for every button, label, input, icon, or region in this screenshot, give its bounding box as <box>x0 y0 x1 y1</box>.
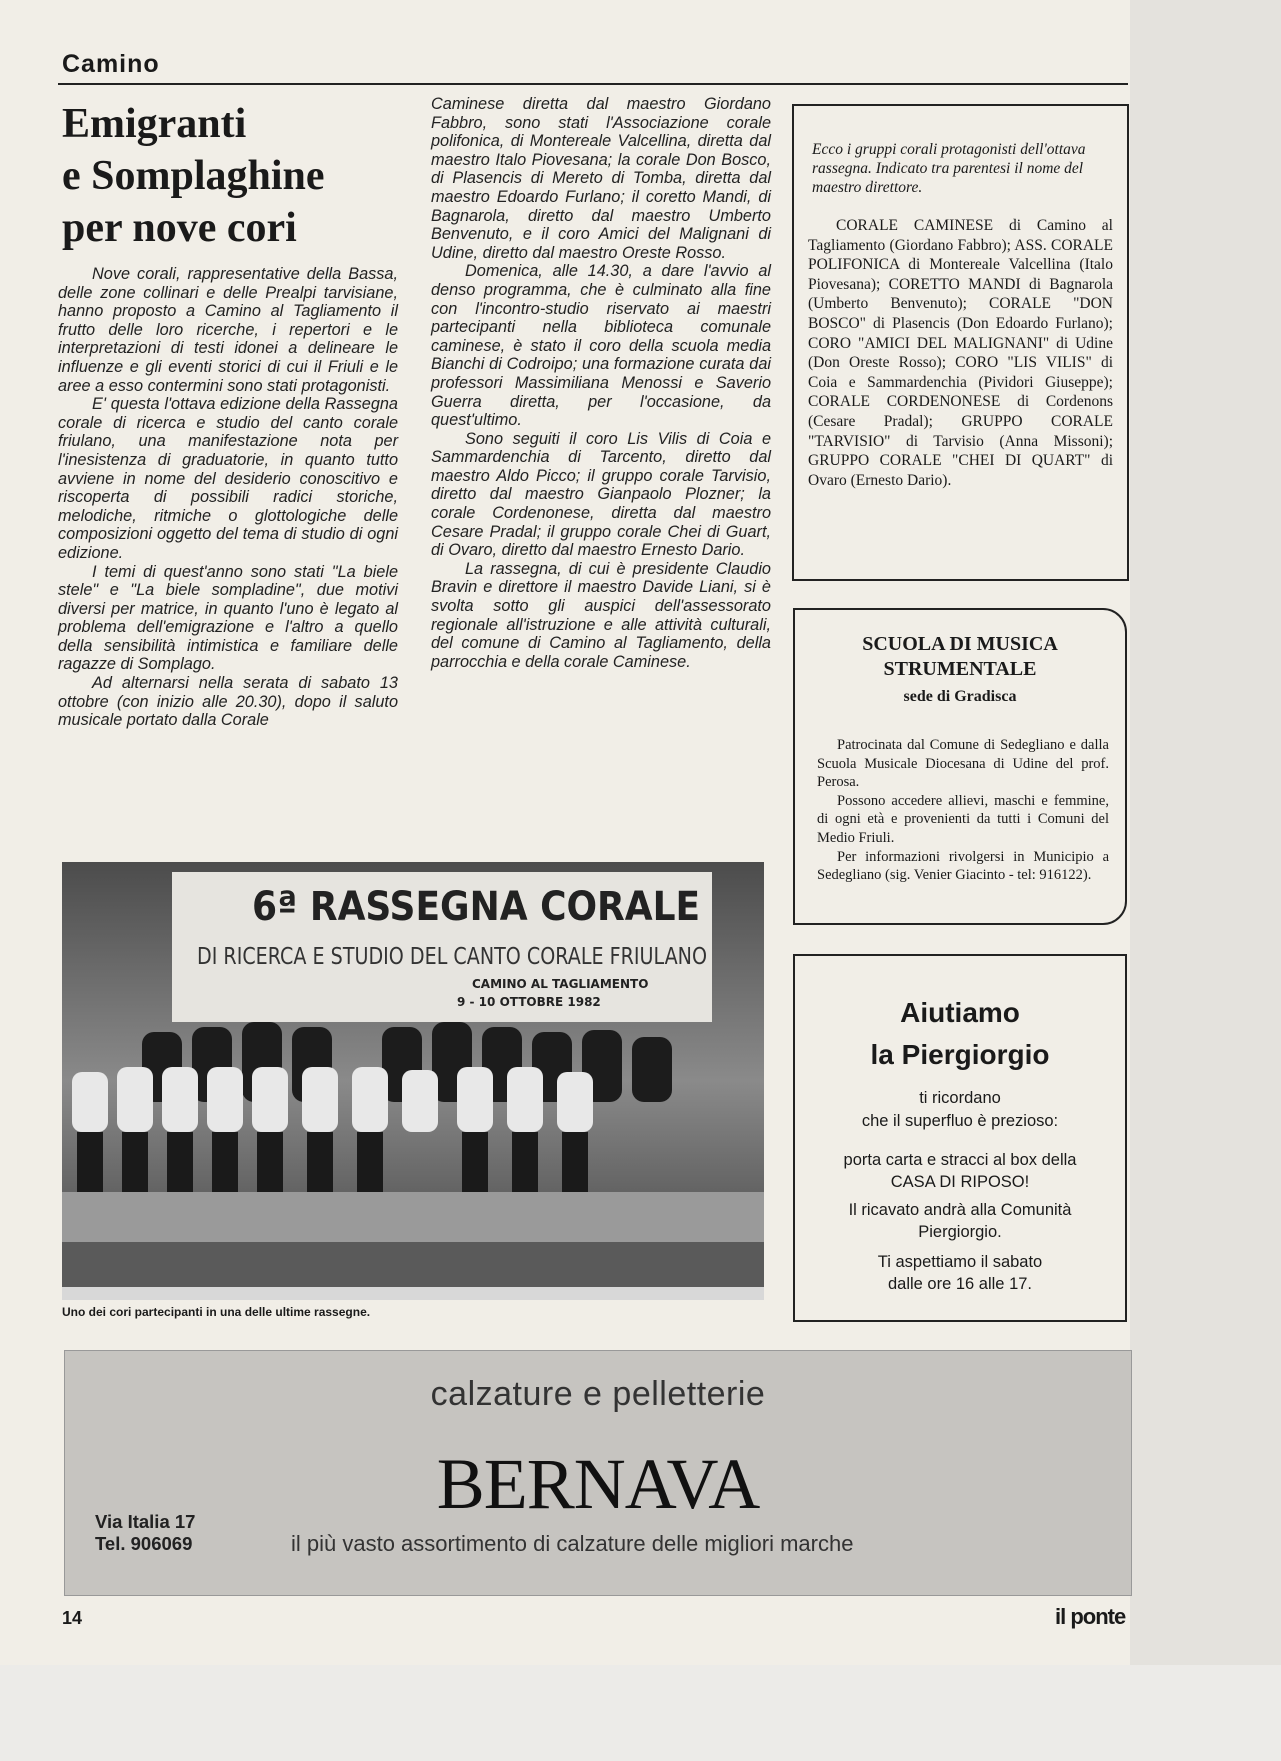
choirs-list-text: CORALE CAMINESE di Camino al Tagliamento (Giordano Fabbro); ASS. CORALE POLIFONICA di Montereale Valcellina (Italo Piovesana); CORETTO MANDI di Bagnarola (Umberto Benvenuto); CORALE "DON BOSCO" di Plasencis (Don Edoardo Furlano); CORO "AMICI DEL MALIGNANI" di Udine (Don Oreste Rosso); CORO "LIS VILIS" di Coia e Sammardenchia (Pividori Giuseppe); CORALE CORDENONESE di Cordenons (Cesare Pradal); GRUPPO CORALE "TARVISIO" di Tarvisio (Anna Missoni); GRUPPO CORALE "CHEI DI QUART" di Ovaro (Ernesto Dario). <box>808 217 1113 489</box>
choirs-intro: Ecco i gruppi corali protagonisti dell'ottava rassegna. Indicato tra parentesi il nome del maestro direttore. <box>812 141 1086 196</box>
article-paragraph: E' questa l'ottava edizione della Rassegna corale di ricerca e studio del canto corale friulano, una manifestazione nota per l'inesistenza di graduatorie, in quanto tutto avviene in nome del desiderio conoscitivo e riscoperta di possibili radici storiche, melodiche, ritmiche o glottologiche delle composizioni oggetto del tema di studio di ogni edizione. <box>58 395 398 562</box>
piergiorgio-title-2: la Piergiorgio <box>870 1039 1050 1070</box>
piergiorgio-line: CASA DI RIPOSO! <box>890 1173 1030 1191</box>
article-paragraph: Sono seguiti il coro Lis Vilis di Coia e Sammardenchia di Tarcento, diretto dal maestro Aldo Picco; il gruppo corale Tarvisio, diretto dal maestro Gianpaolo Plozner; la corale Cordenonese, diretta dal maestro Cesare Pradal; il gruppo corale Chei di Guart, di Ovaro, diretto dal maestro Ernesto Dario. <box>431 429 771 560</box>
music-school-title-1: SCUOLA DI MUSICA <box>862 633 1058 655</box>
article-paragraph: Ad alternarsi nella serata di sabato 13 ottobre (con inizio alle 20.30), dopo il saluto musicale portato dalla Corale <box>58 674 398 730</box>
photo-caption: Uno dei cori partecipanti in una delle ultime rassegne. <box>62 1305 371 1319</box>
piergiorgio-line: porta carta e stracci al box della <box>843 1151 1077 1169</box>
music-school-title-2: STRUMENTALE <box>883 658 1037 680</box>
headline-line-2: e Somplaghine <box>62 153 325 199</box>
music-school-paragraph: Possono accedere allievi, maschi e femmine, di ogni età e provenienti da tutti i Comuni del Medio Friuli. <box>817 792 1109 846</box>
article-column-2 <box>431 95 771 671</box>
section-rule <box>58 83 1128 85</box>
choir-photo-image <box>62 862 764 1300</box>
choirs-list-box <box>792 104 1129 581</box>
scan-margin <box>1130 0 1281 1761</box>
banner-location: CAMINO AL TAGLIAMENTO <box>472 977 649 991</box>
piergiorgio-line: Piergiorgio. <box>918 1223 1002 1241</box>
article-paragraph: I temi di quest'anno sono stati "La biele stele" e "La biele sompladine", due motivi diversi per matrice, in quanto l'uno è legato al problema dell'emigrazione e l'altro a quello della sensibilità intimistica e familiare delle ragazze di Somplago. <box>58 562 398 674</box>
music-school-title <box>795 632 1125 682</box>
music-school-paragraph: Per informazioni rivolgersi in Municipio a Sedegliano (sig. Venier Giacinto - tel: 916122). <box>817 848 1109 884</box>
article-paragraph: Caminese diretta dal maestro Giordano Fabbro, sono stati l'Associazione corale polifonica, di Montereale Valcellina, diretta dal maestro Italo Piovesana; la corale Don Bosco, di Plasencis di Mereto di Tomba, diretta dal maestro Edoardo Furlano; il coretto Mandi, di Bagnarola, diretto dal maestro Umberto Benvenuto, e il coro Amici del Malignani di Udine, diretto dal maestro Oreste Rosso. <box>431 95 771 262</box>
ad-slogan: il più vasto assortimento di calzature delle migliori marche <box>291 1531 854 1556</box>
choirs-list <box>808 216 1113 490</box>
piergiorgio-line: Il ricavato andrà alla Comunità <box>848 1201 1072 1219</box>
scan-bottom-margin <box>0 1665 1281 1761</box>
music-school-subtitle: sede di Gradisca <box>903 688 1017 705</box>
music-school-text <box>817 736 1109 885</box>
article-headline <box>62 98 362 254</box>
piergiorgio-line: che il superfluo è prezioso: <box>861 1112 1059 1130</box>
ad-address: Via Italia 17 <box>95 1511 196 1532</box>
section-title: Camino <box>62 50 160 78</box>
piergiorgio-title-1: Aiutiamo <box>900 997 1020 1028</box>
page-number: 14 <box>62 1608 83 1628</box>
bernava-advertisement <box>64 1350 1132 1596</box>
piergiorgio-line: Ti aspettiamo il sabato <box>877 1253 1043 1271</box>
headline-line-1: Emigranti <box>62 101 247 147</box>
piergiorgio-line: ti ricordano <box>919 1089 1001 1107</box>
ad-contact <box>95 1511 195 1555</box>
piergiorgio-line: dalle ore 16 alle 17. <box>887 1275 1033 1293</box>
article-paragraph: La rassegna, di cui è presidente Claudio Bravin e direttore il maestro Davide Liani, si è svolta sotto gli auspici dell'assessorato regionale all'istruzione e alle attività culturali, del comune di Camino al Tagliamento, della parrocchia e della corale Caminese. <box>431 559 771 671</box>
music-school-paragraph: Patrocinata dal Comune di Sedegliano e dalla Scuola Musicale Diocesana di Udine del prof. Perosa. <box>817 737 1109 791</box>
ad-tagline: calzature e pelletterie <box>430 1375 766 1413</box>
banner-title: 6ª RASSEGNA CORALE <box>252 884 701 930</box>
piergiorgio-title <box>795 992 1125 1076</box>
music-school-box <box>793 608 1127 925</box>
banner-date: 9 - 10 OTTOBRE 1982 <box>457 995 601 1009</box>
ad-brand: BERNAVA <box>436 1444 760 1524</box>
publication-logo: il ponte <box>1055 1604 1126 1629</box>
choir-photo <box>62 862 764 1300</box>
article-column-1 <box>58 265 398 730</box>
ad-phone: Tel. 906069 <box>95 1533 193 1554</box>
banner-subtitle: DI RICERCA E STUDIO DEL CANTO CORALE FRIULANO <box>197 944 707 970</box>
article-paragraph: Domenica, alle 14.30, a dare l'avvio al denso programma, che è culminato alla fine con l'incontro-studio riservato ai maestri partecipanti nella biblioteca comunale caminese, è stato il coro della scuola media Bianchi di Codroipo; una formazione curata dai professori Massimiliana Menossi e Saverio Guerra diretta, per l'occasione, da quest'ultimo. <box>431 262 771 430</box>
piergiorgio-box <box>793 954 1127 1322</box>
article-paragraph: Nove corali, rappresentative della Bassa, delle zone collinari e delle Prealpi tarvisiane, hanno proposto a Camino al Tagliamento il frutto delle loro ricerche, i repertori e le interpretazioni di testi idonei a delineare le influenze e gli eventi storici di cui il Friuli e le aree a esso contermini sono stati protagonisti. <box>58 265 398 395</box>
headline-line-3: per nove cori <box>62 205 297 251</box>
